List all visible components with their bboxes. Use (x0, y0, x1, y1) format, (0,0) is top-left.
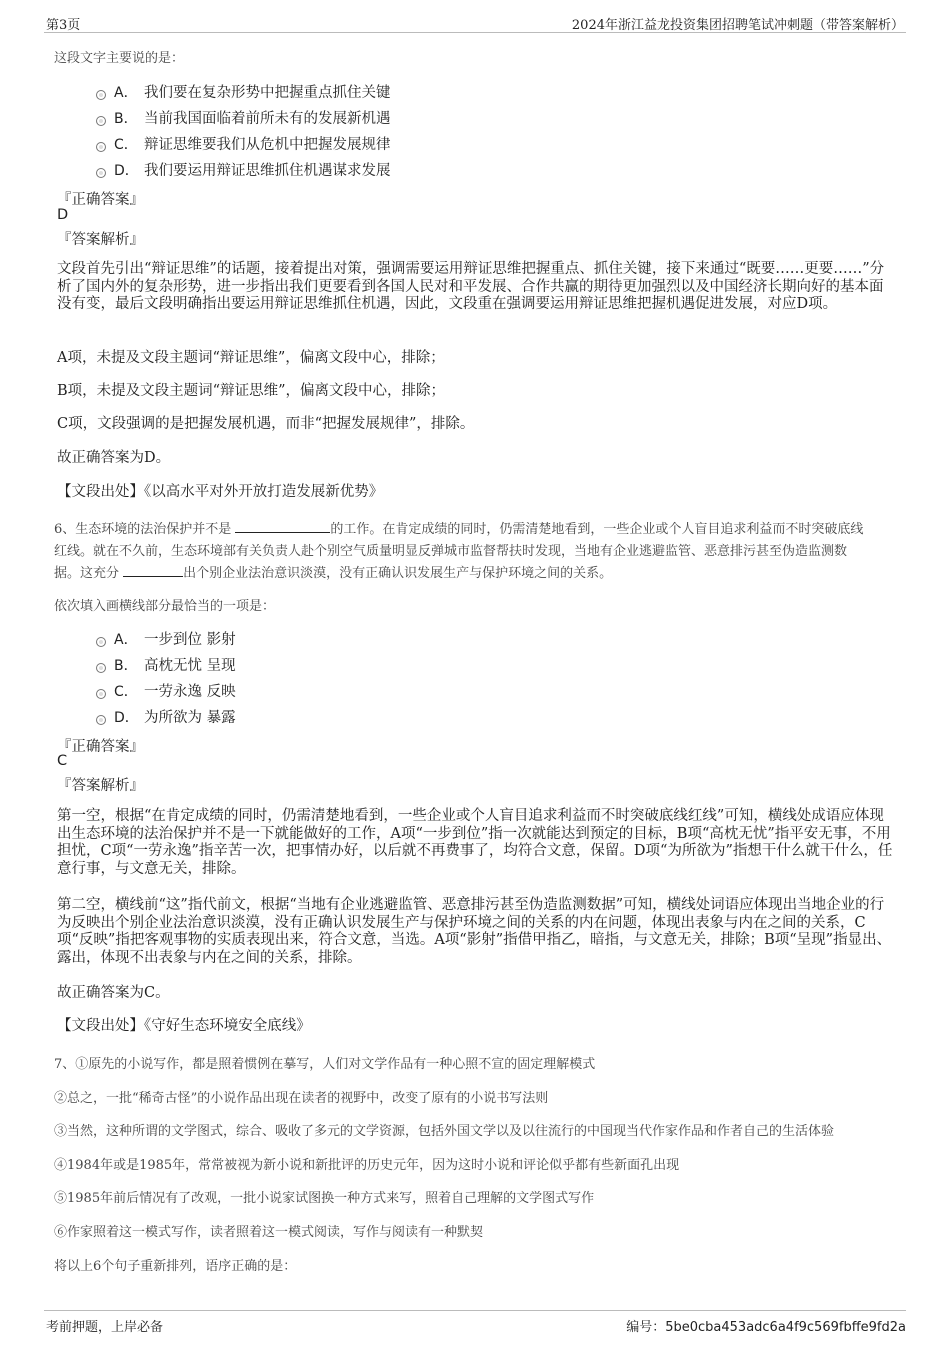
q7-sentence-3: ③当然，这种所谓的文学图式，综合、吸收了多元的文学资源，包括外国文学以及以往流行的中国现当代作家作品和作者自己的生活体验 (54, 1124, 835, 1139)
document-code: 编号：5be0cba453adc6a4f9c569fbffe9fd2a (626, 1320, 906, 1335)
q6-conclusion: 故正确答案为C。 (57, 985, 170, 1001)
q7-sentence-1: 7、①原先的小说写作，都是照着惯例在摹写，人们对文学作品有一种心照不宣的固定理解模式 (54, 1057, 596, 1072)
footer-slogan: 考前押题，上岸必备 (46, 1320, 164, 1335)
q5-option-b[interactable]: B． 当前我国面临着前所未有的发展新机遇 (96, 107, 391, 127)
q6-option-b[interactable]: B． 高枕无忧 呈现 (96, 654, 236, 674)
q5-option-c[interactable]: C． 辩证思维要我们从危机中把握发展规律 (96, 133, 391, 153)
q5-analysis-paragraph: 文段首先引出“辩证思维”的话题，接着提出对策，强调需要运用辩证思维把握重点、抓住关键，接下来通过“既要……更要……”分析了国内外的复杂形势，进一步指出我们更要看到各国人民对和平发展、合作共赢的期待更加强烈以及中国经济长期向好的基本面没有变，最后文段明确指出要运用辩证思维抓住机遇，因此，文段重在强调要运用辩证思维把握机遇促进发展，对应D项。 (57, 261, 885, 312)
q6-option-d[interactable]: D． 为所欲为 暴露 (96, 706, 236, 726)
blank-1 (235, 520, 330, 533)
page-footer (44, 1310, 906, 1339)
q7-sentence-2: ②总之，一批“稀奇古怪”的小说作品出现在读者的视野中，改变了原有的小说书写法则 (54, 1091, 549, 1106)
q7-prompt: 将以上6个句子重新排列，语序正确的是： (54, 1259, 297, 1274)
q5-option-d[interactable]: D． 我们要运用辩证思维抓住机遇谋求发展 (96, 159, 391, 179)
q6-source: 【文段出处】《守好生态环境安全底线》 (57, 1018, 311, 1034)
q5-answer-label: 『正确答案』 (57, 192, 144, 208)
radio-icon[interactable] (96, 168, 106, 178)
q7-sentence-5: ⑤1985年前后情况有了改观，一批小说家试图换一种方式来写，照着自己理解的文学图式写作 (54, 1191, 595, 1206)
radio-icon[interactable] (96, 90, 106, 100)
radio-icon[interactable] (96, 637, 106, 647)
q5-analysis-c: C项，文段强调的是把握发展机遇，而非“把握发展规律”，排除。 (57, 416, 475, 432)
radio-icon[interactable] (96, 142, 106, 152)
q6-option-a[interactable]: A． 一步到位 影射 (96, 628, 236, 648)
page-header (44, 10, 906, 33)
document-title: 2024年浙江益龙投资集团招聘笔试冲刺题（带答案解析） (571, 18, 904, 33)
q6-stem: 6、生态环境的法治保护并不是 的工作。在肯定成绩的同时，仍需清楚地看到，一些企业或个人盲目追求利益而不时突破底线 红线。就在不久前，生态环境部有关负责人赴个别空气质量明显反弹城市监督帮扶时发现，当地有企业逃避监管、恶意排污甚至伪造监测数 据。这充分 出个别企业法治意识淡漠，没有正确认识发展生产与保护环境之间的关系。 (54, 522, 864, 581)
q5-prompt: 这段文字主要说的是： (54, 51, 185, 66)
page-number: 第3页 (46, 18, 81, 33)
radio-icon[interactable] (96, 663, 106, 673)
q6-prompt: 依次填入画横线部分最恰当的一项是： (54, 599, 276, 614)
radio-icon[interactable] (96, 715, 106, 725)
q6-analysis-first-blank: 第一空，根据“在肯定成绩的同时，仍需清楚地看到，一些企业或个人盲目追求利益而不时突破底线红线”可知，横线处成语应体现出生态环境的法治保护并不是一下就能做好的工作，A项“一步到位”指一次就能达到预定的目标，B项“高枕无忧”指平安无事，不用担忧，C项“一劳永逸”指辛苦一次，把事情办好，以后就不再费事了，均符合文意，保留。D项“为所欲为”指想干什么就干什么，任意行事，与文意无关，排除。 (57, 808, 893, 877)
blank-2 (123, 564, 183, 577)
q5-analysis-label: 『答案解析』 (57, 232, 144, 248)
q6-analysis-label: 『答案解析』 (57, 778, 144, 794)
radio-icon[interactable] (96, 116, 106, 126)
q6-option-c[interactable]: C． 一劳永逸 反映 (96, 680, 236, 700)
q6-analysis-second-blank: 第二空，横线前“这”指代前文，根据“当地有企业逃避监管、恶意排污甚至伪造监测数据”可知，横线处词语应体现出当地企业的行为反映出个别企业法治意识淡漠，没有正确认识发展生产与保护环境之间的关系的内在问题，体现出表象与内在之间的关系，C项“反映”指把客观事物的实质表现出来，符合文意，当选。A项“影射”指借甲指乙，暗指，与文意无关，排除；B项“呈现”指显出、露出，体现不出表象与内在之间的关系，排除。 (57, 897, 892, 966)
q5-answer: D (57, 207, 69, 223)
q5-analysis-b: B项，未提及文段主题词“辩证思维”，偏离文段中心，排除； (57, 383, 445, 399)
q7-sentence-4: ④1984年或是1985年，常常被视为新小说和新批评的历史元年，因为这时小说和评论似乎都有些新面孔出现 (54, 1158, 680, 1173)
q5-source: 【文段出处】《以高水平对外开放打造发展新优势》 (57, 484, 384, 500)
q6-answer-label: 『正确答案』 (57, 739, 144, 755)
q5-conclusion: 故正确答案为D。 (57, 450, 171, 466)
radio-icon[interactable] (96, 689, 106, 699)
q5-analysis-a: A项，未提及文段主题词“辩证思维”，偏离文段中心，排除； (57, 350, 445, 366)
q7-sentence-6: ⑥作家照着这一模式写作，读者照着这一模式阅读，写作与阅读有一种默契 (54, 1225, 484, 1240)
q6-answer: C (57, 753, 68, 769)
q5-option-a[interactable]: A． 我们要在复杂形势中把握重点抓住关键 (96, 81, 391, 101)
